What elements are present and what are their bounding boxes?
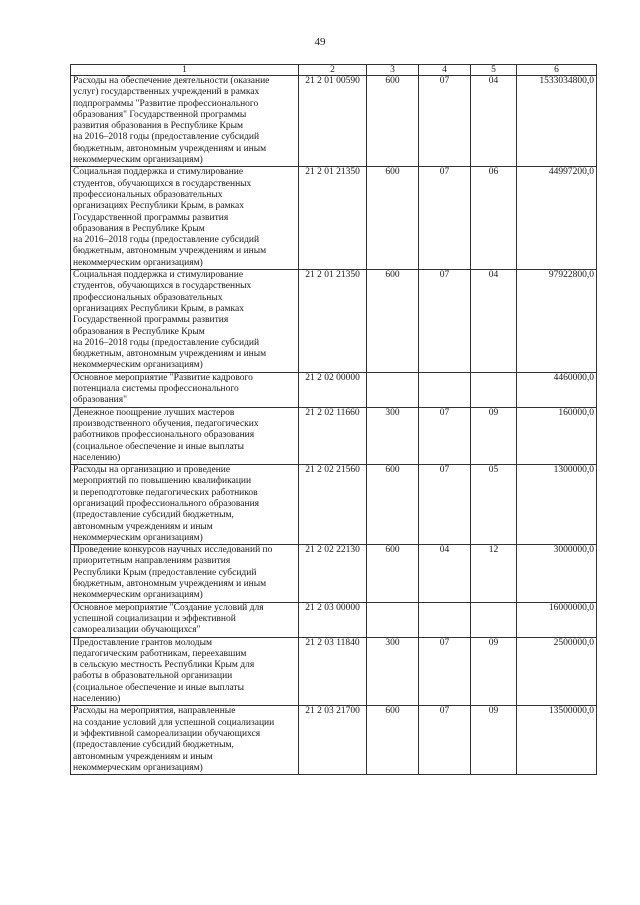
target-code-cell: 21 2 01 00590 (299, 76, 367, 167)
subsection-cell: 05 (471, 465, 517, 545)
amount-cell: 1533034800,0 (517, 76, 597, 167)
description-line: образования" Государственной программы (73, 109, 247, 120)
header-col-3: 3 (367, 65, 419, 76)
row-description (71, 76, 299, 167)
expense-type-cell: 600 (367, 465, 419, 545)
amount-cell: 1300000,0 (517, 465, 597, 545)
description-line: педагогическим работникам, переехавшим (73, 648, 247, 659)
table-row (71, 602, 597, 637)
description-line: образования в Республике Крым (73, 326, 205, 337)
expense-type-cell (367, 602, 419, 637)
table-row (71, 76, 597, 167)
table-row (71, 372, 597, 407)
row-description (71, 545, 299, 602)
description-line: Денежное поощрение лучших мастеров (73, 407, 235, 418)
row-description (71, 372, 299, 407)
subsection-cell: 06 (471, 167, 517, 270)
amount-cell: 160000,0 (517, 407, 597, 464)
header-col-2: 2 (299, 65, 367, 76)
description-line: Основное мероприятие "Развитие кадрового (73, 372, 253, 383)
description-line: автономным учреждениям и иным (73, 751, 213, 762)
header-col-5: 5 (471, 65, 517, 76)
description-line: подпрограммы "Развитие профессионального (73, 98, 259, 109)
description-line: бюджетным, автономным учреждениям и иным (73, 246, 267, 257)
description-line: Основное мероприятие "Создание условий для (73, 602, 264, 613)
subsection-cell (471, 602, 517, 637)
description-line: Предоставление грантов молодым (73, 637, 212, 648)
row-description (71, 167, 299, 270)
description-line: (предоставление субсидий бюджетным, (73, 510, 234, 521)
description-line: Государственной программы развития (73, 315, 229, 326)
description-line: бюджетным, автономным учреждениям и иным (73, 579, 267, 590)
section-cell (419, 602, 471, 637)
description-line: некоммерческим организациям) (73, 257, 203, 268)
description-line: приоритетным направлениям развития (73, 556, 231, 567)
expense-type-cell: 600 (367, 706, 419, 775)
description-line: некоммерческим организациям) (73, 590, 203, 601)
description-line: некоммерческим организациям) (73, 532, 203, 543)
description-line: (социальное обеспечение и иные выплаты (73, 682, 244, 693)
row-description (71, 270, 299, 373)
section-cell (419, 372, 471, 407)
description-line: организациях Республики Крым, в рамках (73, 201, 244, 212)
description-line: бюджетным, автономным учреждениям и иным (73, 349, 267, 360)
description-line: студентов, обучающихся в государственных (73, 281, 252, 292)
description-line: образования в Республике Крым (73, 223, 205, 234)
description-line: некоммерческим организациям) (73, 360, 203, 371)
amount-cell: 4460000,0 (517, 372, 597, 407)
description-line: на создание условий для успешной социализации (73, 717, 275, 728)
description-line: развития образования в Республике Крым (73, 121, 244, 132)
description-line: организаций профессионального образования (73, 498, 260, 509)
target-code-cell: 21 2 03 11840 (299, 637, 367, 706)
target-code-cell: 21 2 02 22130 (299, 545, 367, 602)
budget-table (70, 64, 597, 775)
description-line: мероприятий по повышению квалификации (73, 476, 252, 487)
expense-type-cell: 300 (367, 407, 419, 464)
amount-cell: 13500000,0 (517, 706, 597, 775)
section-cell: 07 (419, 167, 471, 270)
description-line: производственного обучения, педагогических (73, 418, 259, 429)
header-col-4: 4 (419, 65, 471, 76)
amount-cell: 44997200,0 (517, 167, 597, 270)
header-col-6: 6 (517, 65, 597, 76)
description-line: самореализации обучающихся" (73, 625, 201, 636)
section-cell: 07 (419, 270, 471, 373)
table-row (71, 637, 597, 706)
expense-type-cell: 600 (367, 76, 419, 167)
description-line: Республики Крым (предоставление субсидий (73, 567, 257, 578)
table-row (71, 167, 597, 270)
expense-type-cell: 300 (367, 637, 419, 706)
description-line: некоммерческим организациям) (73, 762, 203, 773)
target-code-cell: 21 2 02 00000 (299, 372, 367, 407)
description-line: работников профессионального образования (73, 430, 255, 441)
amount-cell: 97922800,0 (517, 270, 597, 373)
target-code-cell: 21 2 03 00000 (299, 602, 367, 637)
description-line: работы в образовательной организации (73, 671, 233, 682)
description-line: профессиональных образовательных (73, 292, 223, 303)
expense-type-cell: 600 (367, 545, 419, 602)
description-line: Социальная поддержка и стимулирование (73, 270, 244, 281)
description-line: студентов, обучающихся в государственных (73, 178, 252, 189)
description-line: Расходы на организацию и проведение (73, 465, 231, 476)
target-code-cell: 21 2 01 21350 (299, 167, 367, 270)
table-row (71, 545, 597, 602)
description-line: и переподготовке педагогических работников (73, 487, 258, 498)
section-cell: 07 (419, 706, 471, 775)
section-cell: 07 (419, 76, 471, 167)
description-line: бюджетным, автономным учреждениям и иным (73, 143, 267, 154)
table-row (71, 407, 597, 464)
amount-cell: 16000000,0 (517, 602, 597, 637)
subsection-cell: 04 (471, 76, 517, 167)
page-number: 49 (314, 36, 326, 48)
description-line: на 2016–2018 годы (предоставление субсидий (73, 132, 260, 143)
description-line: на 2016–2018 годы (предоставление субсидий (73, 337, 260, 348)
description-line: образования" (73, 395, 127, 406)
description-line: потенциала системы профессионального (73, 384, 239, 395)
header-row (71, 65, 597, 76)
header-col-1: 1 (71, 65, 299, 76)
target-code-cell: 21 2 02 21560 (299, 465, 367, 545)
description-line: успешной социализации и эффективной (73, 613, 236, 624)
section-cell: 07 (419, 465, 471, 545)
description-line: и эффективной самореализации обучающихся (73, 728, 261, 739)
description-line: в сельскую местность Республики Крым для (73, 660, 255, 671)
table-row (71, 465, 597, 545)
subsection-cell: 12 (471, 545, 517, 602)
expense-type-cell: 600 (367, 270, 419, 373)
expense-type-cell: 600 (367, 167, 419, 270)
row-description (71, 465, 299, 545)
description-line: (предоставление субсидий бюджетным, (73, 740, 234, 751)
description-line: Социальная поддержка и стимулирование (73, 167, 244, 178)
row-description (71, 602, 299, 637)
section-cell: 07 (419, 637, 471, 706)
description-line: автономным учреждениям и иным (73, 521, 213, 532)
description-line: Проведение конкурсов научных исследований по (73, 545, 273, 556)
description-line: некоммерческим организациям) (73, 155, 203, 166)
description-line: услуг) государственных учреждений в рамках (73, 87, 260, 98)
description-line: (социальное обеспечение и иные выплаты (73, 441, 244, 452)
table-row (71, 270, 597, 373)
row-description (71, 407, 299, 464)
expense-type-cell (367, 372, 419, 407)
subsection-cell: 09 (471, 637, 517, 706)
description-line: профессиональных образовательных (73, 189, 223, 200)
description-line: Государственной программы развития (73, 212, 229, 223)
description-line: населению) (73, 452, 121, 463)
description-line: Расходы на обеспечение деятельности (оказание (73, 76, 270, 86)
target-code-cell: 21 2 01 21350 (299, 270, 367, 373)
description-line: Расходы на мероприятия, направленные (73, 706, 236, 717)
target-code-cell: 21 2 02 11660 (299, 407, 367, 464)
target-code-cell: 21 2 03 21700 (299, 706, 367, 775)
section-cell: 04 (419, 545, 471, 602)
description-line: на 2016–2018 годы (предоставление субсидий (73, 235, 260, 246)
subsection-cell: 04 (471, 270, 517, 373)
subsection-cell (471, 372, 517, 407)
description-line: населению) (73, 694, 121, 705)
section-cell: 07 (419, 407, 471, 464)
table-row (71, 706, 597, 775)
description-line: организациях Республики Крым, в рамках (73, 303, 244, 314)
row-description (71, 706, 299, 775)
subsection-cell: 09 (471, 407, 517, 464)
subsection-cell: 09 (471, 706, 517, 775)
row-description (71, 637, 299, 706)
amount-cell: 3000000,0 (517, 545, 597, 602)
amount-cell: 2500000,0 (517, 637, 597, 706)
